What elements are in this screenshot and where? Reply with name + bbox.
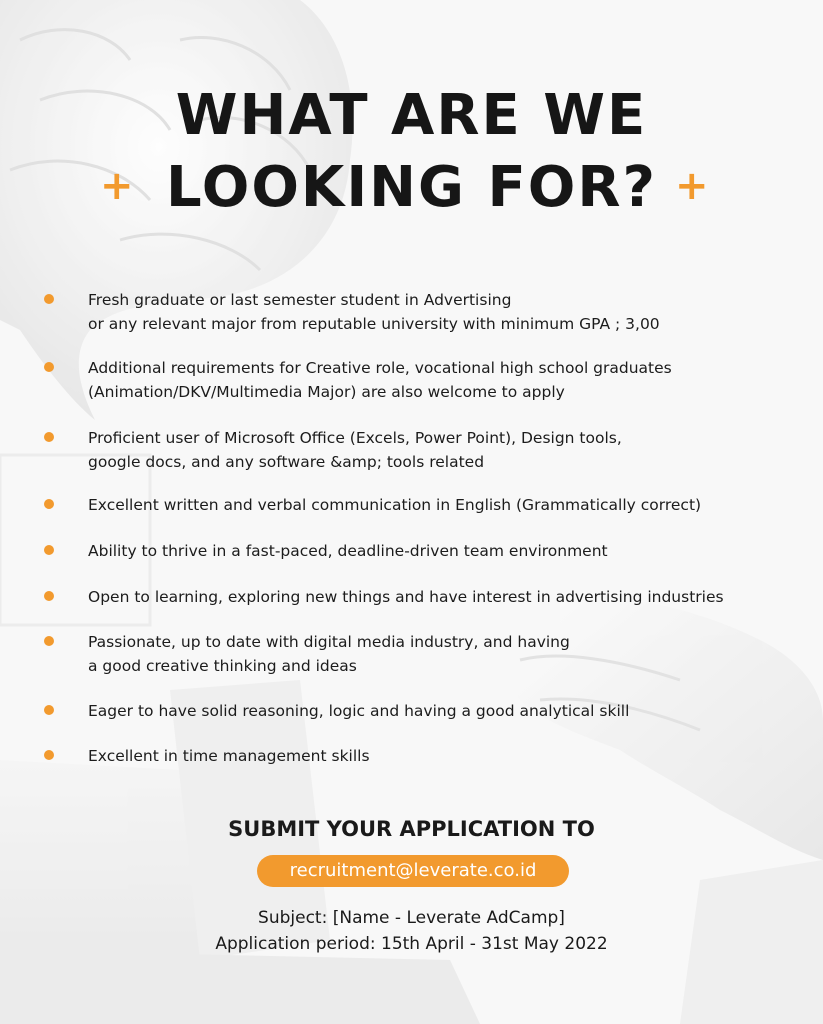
requirement-text: Proficient user of Microsoft Office (Excels, Power Point), Design tools, google docs, and any software &amp; tools related [88,429,622,471]
requirement-text: Open to learning, exploring new things and have interest in advertising industries [88,588,724,606]
requirement-text: Fresh graduate or last semester student in Advertising or any relevant major from reputable university with minimum GPA ; 3,00 [88,291,660,333]
email-link[interactable]: recruitment@leverate.co.id [257,855,569,887]
application-period-text: Application period: 15th April - 31st May 2022 [215,934,608,954]
requirement-text: Additional requirements for Creative role, vocational high school graduates (Animation/DKV/Multimedia Major) are also welcome to apply [88,359,672,401]
plus-icon-right: + [675,163,709,209]
requirement-text: Excellent written and verbal communication in English (Grammatically correct) [88,496,702,514]
email-subject-text: Subject: [Name - Leverate AdCamp] [258,908,565,928]
page-title-line-1: WHAT ARE WE [175,83,648,148]
page-title-line-2: LOOKING FOR? [166,155,657,220]
requirement-text: Passionate, up to date with digital media industry, and having a good creative thinking and ideas [88,633,570,675]
requirement-text: Ability to thrive in a fast-paced, deadline-driven team environment [88,542,608,560]
requirement-text: Excellent in time management skills [88,747,370,765]
requirement-text: Eager to have solid reasoning, logic and having a good analytical skill [88,702,630,720]
plus-icon-left: + [100,163,134,209]
submit-heading: SUBMIT YOUR APPLICATION TO [228,817,595,841]
